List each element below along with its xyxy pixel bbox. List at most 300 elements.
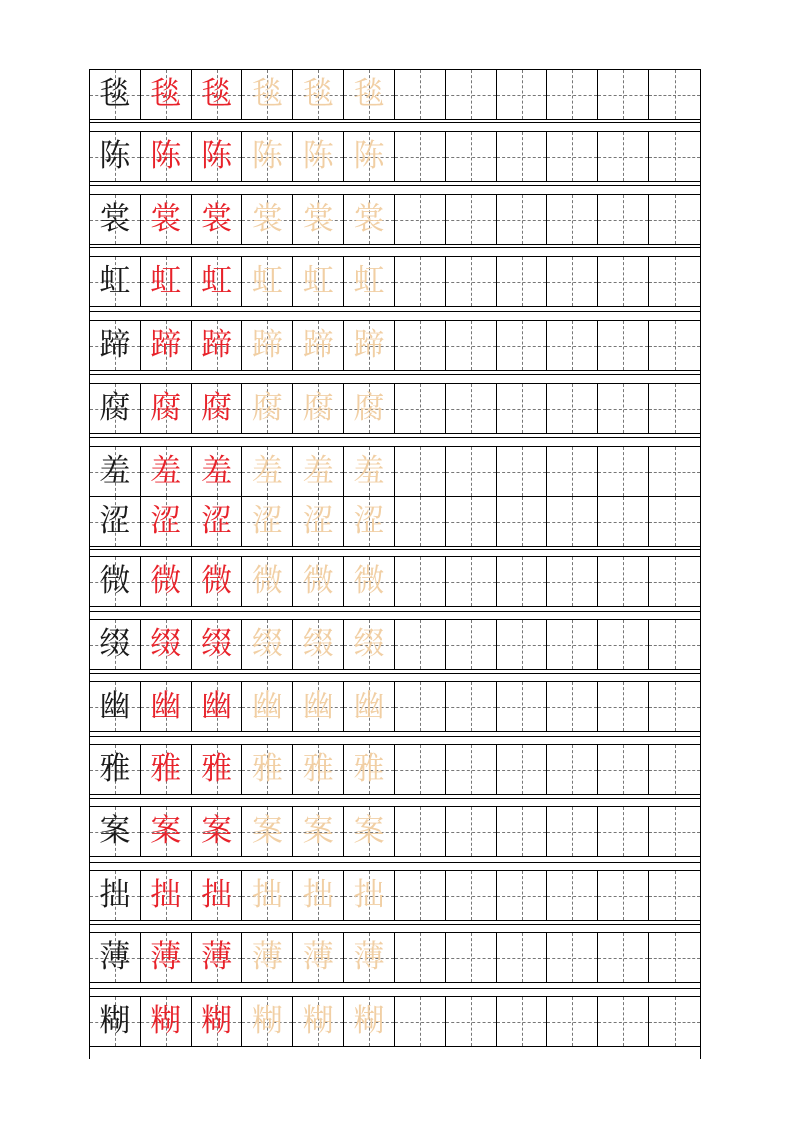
red-character-cell	[192, 997, 243, 1046]
red-character-cell	[192, 132, 243, 181]
empty-writing-cell[interactable]	[395, 70, 446, 119]
empty-writing-cell[interactable]	[497, 321, 548, 370]
trace-character: 虹	[353, 263, 385, 299]
model-character: 虹	[99, 263, 131, 299]
red-copy-character: 糊	[150, 1003, 182, 1039]
trace-character-cell	[293, 257, 344, 306]
model-character-cell	[90, 384, 141, 433]
empty-writing-cell[interactable]	[395, 807, 446, 856]
empty-writing-cell[interactable]	[547, 933, 598, 982]
empty-writing-cell[interactable]	[649, 447, 700, 496]
empty-writing-cell[interactable]	[395, 933, 446, 982]
red-character-cell	[141, 321, 192, 370]
empty-writing-cell[interactable]	[547, 257, 598, 306]
trace-character-cell	[344, 745, 395, 794]
empty-writing-cell[interactable]	[598, 497, 649, 546]
red-character-cell	[192, 933, 243, 982]
red-character-cell	[141, 997, 192, 1046]
empty-writing-cell[interactable]	[497, 447, 548, 496]
model-character: 糊	[99, 1003, 131, 1039]
red-character-cell	[141, 70, 192, 119]
trace-character: 拙	[353, 877, 385, 913]
red-copy-character: 腐	[201, 390, 233, 426]
trace-character: 微	[353, 563, 385, 599]
trace-character-cell	[344, 70, 395, 119]
red-copy-character: 腐	[150, 390, 182, 426]
model-character-cell	[90, 70, 141, 119]
red-copy-character: 幽	[150, 688, 182, 724]
sheet-border-line	[700, 69, 701, 1059]
empty-writing-cell[interactable]	[598, 70, 649, 119]
row-separator-line	[89, 862, 701, 863]
trace-character-cell	[293, 620, 344, 669]
trace-character: 裳	[251, 201, 283, 237]
trace-character: 案	[353, 813, 385, 849]
trace-character: 微	[302, 563, 334, 599]
trace-character: 雅	[251, 751, 283, 787]
model-character-cell	[90, 132, 141, 181]
empty-writing-cell[interactable]	[649, 497, 700, 546]
empty-writing-cell[interactable]	[649, 557, 700, 606]
row-separator-line	[89, 247, 701, 248]
model-character: 毯	[99, 76, 131, 112]
red-copy-character: 羞	[150, 453, 182, 489]
empty-writing-cell[interactable]	[649, 70, 700, 119]
red-character-cell	[192, 682, 243, 731]
trace-character: 羞	[251, 453, 283, 489]
red-character-cell	[141, 871, 192, 920]
trace-character-cell	[242, 745, 293, 794]
empty-writing-cell[interactable]	[497, 132, 548, 181]
trace-character-cell	[293, 497, 344, 546]
red-copy-character: 毯	[201, 76, 233, 112]
empty-writing-cell[interactable]	[395, 257, 446, 306]
red-copy-character: 裳	[150, 201, 182, 237]
trace-character: 毯	[251, 76, 283, 112]
row-separator-line	[89, 549, 701, 550]
row-separator-line	[89, 374, 701, 375]
trace-character-cell	[293, 321, 344, 370]
empty-writing-cell[interactable]	[395, 321, 446, 370]
trace-character-cell	[293, 132, 344, 181]
empty-writing-cell[interactable]	[649, 257, 700, 306]
model-character: 裳	[99, 201, 131, 237]
model-character-cell	[90, 997, 141, 1046]
trace-character-cell	[242, 807, 293, 856]
trace-character: 案	[302, 813, 334, 849]
red-copy-character: 裳	[201, 201, 233, 237]
empty-writing-cell[interactable]	[497, 682, 548, 731]
empty-writing-cell[interactable]	[395, 447, 446, 496]
model-character-cell	[90, 195, 141, 244]
red-character-cell	[192, 447, 243, 496]
practice-row	[89, 383, 701, 434]
trace-character-cell	[293, 807, 344, 856]
empty-writing-cell[interactable]	[598, 871, 649, 920]
trace-character: 幽	[251, 688, 283, 724]
red-character-cell	[192, 384, 243, 433]
empty-writing-cell[interactable]	[497, 257, 548, 306]
red-copy-character: 毯	[150, 76, 182, 112]
empty-writing-cell[interactable]	[547, 321, 598, 370]
empty-writing-cell[interactable]	[395, 745, 446, 794]
model-character-cell	[90, 447, 141, 496]
trace-character-cell	[242, 682, 293, 731]
empty-writing-cell[interactable]	[649, 745, 700, 794]
empty-writing-cell[interactable]	[497, 871, 548, 920]
empty-writing-cell[interactable]	[649, 195, 700, 244]
model-character: 蹄	[99, 327, 131, 363]
empty-writing-cell[interactable]	[446, 132, 497, 181]
empty-writing-cell[interactable]	[598, 682, 649, 731]
trace-character: 缀	[353, 626, 385, 662]
empty-writing-cell[interactable]	[446, 807, 497, 856]
empty-writing-cell[interactable]	[446, 620, 497, 669]
empty-writing-cell[interactable]	[547, 70, 598, 119]
model-character: 陈	[99, 138, 131, 174]
empty-writing-cell[interactable]	[446, 195, 497, 244]
trace-character-cell	[344, 384, 395, 433]
practice-row	[89, 320, 701, 371]
empty-writing-cell[interactable]	[446, 447, 497, 496]
red-copy-character: 糊	[201, 1003, 233, 1039]
trace-character: 腐	[302, 390, 334, 426]
red-character-cell	[192, 620, 243, 669]
trace-character-cell	[242, 620, 293, 669]
model-character: 羞	[99, 453, 131, 489]
red-copy-character: 雅	[150, 751, 182, 787]
row-separator-line	[89, 122, 701, 123]
red-copy-character: 案	[150, 813, 182, 849]
model-character: 雅	[99, 751, 131, 787]
empty-writing-cell[interactable]	[598, 447, 649, 496]
empty-writing-cell[interactable]	[547, 620, 598, 669]
empty-writing-cell[interactable]	[446, 384, 497, 433]
empty-writing-cell[interactable]	[649, 620, 700, 669]
trace-character: 涩	[353, 503, 385, 539]
empty-writing-cell[interactable]	[497, 195, 548, 244]
empty-writing-cell[interactable]	[547, 195, 598, 244]
empty-writing-cell[interactable]	[598, 132, 649, 181]
red-character-cell	[192, 807, 243, 856]
empty-writing-cell[interactable]	[497, 807, 548, 856]
empty-writing-cell[interactable]	[649, 321, 700, 370]
trace-character: 陈	[353, 138, 385, 174]
empty-writing-cell[interactable]	[446, 257, 497, 306]
practice-row	[89, 744, 701, 795]
trace-character: 幽	[302, 688, 334, 724]
trace-character-cell	[344, 497, 395, 546]
row-separator-line	[89, 437, 701, 438]
model-character-cell	[90, 871, 141, 920]
empty-writing-cell[interactable]	[497, 70, 548, 119]
empty-writing-cell[interactable]	[649, 871, 700, 920]
empty-writing-cell[interactable]	[598, 384, 649, 433]
practice-row	[89, 681, 701, 732]
trace-character-cell	[344, 807, 395, 856]
trace-character-cell	[242, 195, 293, 244]
model-character-cell	[90, 807, 141, 856]
model-character-cell	[90, 933, 141, 982]
empty-writing-cell[interactable]	[649, 682, 700, 731]
empty-writing-cell[interactable]	[497, 745, 548, 794]
empty-writing-cell[interactable]	[649, 997, 700, 1046]
trace-character: 雅	[302, 751, 334, 787]
trace-character-cell	[344, 447, 395, 496]
trace-character-cell	[344, 557, 395, 606]
practice-row	[89, 619, 701, 670]
trace-character: 拙	[302, 877, 334, 913]
trace-character-cell	[242, 557, 293, 606]
trace-character-cell	[242, 321, 293, 370]
trace-character-cell	[293, 70, 344, 119]
red-copy-character: 拙	[201, 877, 233, 913]
red-copy-character: 涩	[201, 503, 233, 539]
practice-row	[89, 806, 701, 857]
trace-character-cell	[344, 132, 395, 181]
trace-character: 羞	[302, 453, 334, 489]
trace-character: 案	[251, 813, 283, 849]
red-copy-character: 微	[201, 563, 233, 599]
empty-writing-cell[interactable]	[547, 871, 598, 920]
trace-character: 糊	[353, 1003, 385, 1039]
model-character: 微	[99, 563, 131, 599]
red-copy-character: 拙	[150, 877, 182, 913]
red-copy-character: 虹	[201, 263, 233, 299]
trace-character: 幽	[353, 688, 385, 724]
red-character-cell	[141, 447, 192, 496]
trace-character-cell	[293, 557, 344, 606]
row-separator-line	[89, 185, 701, 186]
empty-writing-cell[interactable]	[598, 620, 649, 669]
calligraphy-practice-sheet	[89, 0, 703, 1122]
trace-character: 薄	[302, 939, 334, 975]
trace-character: 毯	[353, 76, 385, 112]
empty-writing-cell[interactable]	[395, 557, 446, 606]
empty-writing-cell[interactable]	[395, 620, 446, 669]
trace-character: 蹄	[302, 327, 334, 363]
empty-writing-cell[interactable]	[598, 933, 649, 982]
model-character-cell	[90, 257, 141, 306]
trace-character-cell	[242, 933, 293, 982]
trace-character-cell	[293, 384, 344, 433]
trace-character: 裳	[302, 201, 334, 237]
empty-writing-cell[interactable]	[395, 997, 446, 1046]
red-copy-character: 缀	[150, 626, 182, 662]
empty-writing-cell[interactable]	[446, 70, 497, 119]
trace-character: 薄	[251, 939, 283, 975]
trace-character-cell	[293, 933, 344, 982]
trace-character-cell	[344, 997, 395, 1046]
empty-writing-cell[interactable]	[395, 132, 446, 181]
red-character-cell	[192, 557, 243, 606]
trace-character-cell	[344, 321, 395, 370]
empty-writing-cell[interactable]	[598, 195, 649, 244]
trace-character: 涩	[251, 503, 283, 539]
red-character-cell	[192, 871, 243, 920]
empty-writing-cell[interactable]	[547, 132, 598, 181]
trace-character: 缀	[251, 626, 283, 662]
empty-writing-cell[interactable]	[497, 557, 548, 606]
red-character-cell	[192, 257, 243, 306]
empty-writing-cell[interactable]	[598, 557, 649, 606]
trace-character-cell	[242, 384, 293, 433]
practice-row	[89, 446, 701, 497]
empty-writing-cell[interactable]	[497, 384, 548, 433]
trace-character: 糊	[302, 1003, 334, 1039]
empty-writing-cell[interactable]	[547, 497, 598, 546]
red-copy-character: 蹄	[150, 327, 182, 363]
row-separator-line	[89, 924, 701, 925]
red-copy-character: 羞	[201, 453, 233, 489]
empty-writing-cell[interactable]	[395, 497, 446, 546]
empty-writing-cell[interactable]	[547, 807, 598, 856]
practice-row	[89, 131, 701, 182]
empty-writing-cell[interactable]	[446, 745, 497, 794]
red-character-cell	[141, 745, 192, 794]
trace-character-cell	[242, 497, 293, 546]
trace-character-cell	[242, 871, 293, 920]
model-character: 幽	[99, 688, 131, 724]
empty-writing-cell[interactable]	[395, 871, 446, 920]
trace-character-cell	[344, 257, 395, 306]
practice-row	[89, 996, 701, 1047]
trace-character: 涩	[302, 503, 334, 539]
red-character-cell	[192, 745, 243, 794]
empty-writing-cell[interactable]	[497, 497, 548, 546]
empty-writing-cell[interactable]	[598, 997, 649, 1046]
trace-character-cell	[293, 871, 344, 920]
empty-writing-cell[interactable]	[547, 384, 598, 433]
trace-character-cell	[344, 933, 395, 982]
empty-writing-cell[interactable]	[547, 745, 598, 794]
model-character: 薄	[99, 939, 131, 975]
red-copy-character: 薄	[150, 939, 182, 975]
trace-character: 糊	[251, 1003, 283, 1039]
trace-character: 微	[251, 563, 283, 599]
empty-writing-cell[interactable]	[598, 745, 649, 794]
row-separator-line	[89, 311, 701, 312]
trace-character: 腐	[251, 390, 283, 426]
empty-writing-cell[interactable]	[547, 997, 598, 1046]
red-copy-character: 幽	[201, 688, 233, 724]
red-copy-character: 案	[201, 813, 233, 849]
trace-character-cell	[242, 257, 293, 306]
model-character: 拙	[99, 877, 131, 913]
model-character-cell	[90, 497, 141, 546]
trace-character: 陈	[302, 138, 334, 174]
red-character-cell	[192, 195, 243, 244]
practice-row	[89, 932, 701, 983]
trace-character-cell	[293, 682, 344, 731]
trace-character: 腐	[353, 390, 385, 426]
red-copy-character: 缀	[201, 626, 233, 662]
empty-writing-cell[interactable]	[446, 557, 497, 606]
row-separator-line	[89, 798, 701, 799]
sheet-border-line	[89, 69, 90, 1059]
red-character-cell	[192, 321, 243, 370]
red-copy-character: 蹄	[201, 327, 233, 363]
red-character-cell	[141, 257, 192, 306]
empty-writing-cell[interactable]	[395, 682, 446, 731]
empty-writing-cell[interactable]	[446, 871, 497, 920]
red-copy-character: 陈	[201, 138, 233, 174]
row-separator-line	[89, 736, 701, 737]
practice-row	[89, 69, 701, 120]
empty-writing-cell[interactable]	[395, 195, 446, 244]
empty-writing-cell[interactable]	[649, 807, 700, 856]
red-character-cell	[141, 807, 192, 856]
trace-character-cell	[344, 195, 395, 244]
trace-character: 薄	[353, 939, 385, 975]
trace-character-cell	[344, 682, 395, 731]
empty-writing-cell[interactable]	[649, 384, 700, 433]
empty-writing-cell[interactable]	[446, 682, 497, 731]
practice-row	[89, 870, 701, 921]
empty-writing-cell[interactable]	[547, 447, 598, 496]
empty-writing-cell[interactable]	[547, 682, 598, 731]
practice-row	[89, 556, 701, 607]
trace-character-cell	[242, 70, 293, 119]
trace-character: 陈	[251, 138, 283, 174]
red-character-cell	[141, 620, 192, 669]
trace-character-cell	[293, 997, 344, 1046]
empty-writing-cell[interactable]	[497, 933, 548, 982]
empty-writing-cell[interactable]	[446, 497, 497, 546]
red-copy-character: 微	[150, 563, 182, 599]
empty-writing-cell[interactable]	[446, 321, 497, 370]
trace-character: 虹	[302, 263, 334, 299]
red-character-cell	[141, 384, 192, 433]
empty-writing-cell[interactable]	[649, 132, 700, 181]
empty-writing-cell[interactable]	[497, 620, 548, 669]
trace-character-cell	[344, 871, 395, 920]
practice-row	[89, 496, 701, 547]
red-character-cell	[141, 557, 192, 606]
model-character-cell	[90, 620, 141, 669]
empty-writing-cell[interactable]	[598, 321, 649, 370]
model-character: 涩	[99, 503, 131, 539]
red-character-cell	[141, 195, 192, 244]
empty-writing-cell[interactable]	[649, 933, 700, 982]
row-separator-line	[89, 673, 701, 674]
empty-writing-cell[interactable]	[446, 933, 497, 982]
red-character-cell	[141, 497, 192, 546]
red-copy-character: 陈	[150, 138, 182, 174]
trace-character: 缀	[302, 626, 334, 662]
empty-writing-cell[interactable]	[598, 807, 649, 856]
red-copy-character: 涩	[150, 503, 182, 539]
empty-writing-cell[interactable]	[446, 997, 497, 1046]
model-character: 缀	[99, 626, 131, 662]
model-character: 案	[99, 813, 131, 849]
trace-character: 拙	[251, 877, 283, 913]
trace-character-cell	[242, 132, 293, 181]
red-character-cell	[141, 682, 192, 731]
practice-row	[89, 256, 701, 307]
trace-character: 蹄	[251, 327, 283, 363]
empty-writing-cell[interactable]	[395, 384, 446, 433]
empty-writing-cell[interactable]	[547, 557, 598, 606]
trace-character: 虹	[251, 263, 283, 299]
red-character-cell	[192, 497, 243, 546]
red-character-cell	[141, 132, 192, 181]
empty-writing-cell[interactable]	[497, 997, 548, 1046]
empty-writing-cell[interactable]	[598, 257, 649, 306]
model-character-cell	[90, 557, 141, 606]
red-copy-character: 虹	[150, 263, 182, 299]
practice-row	[89, 194, 701, 245]
